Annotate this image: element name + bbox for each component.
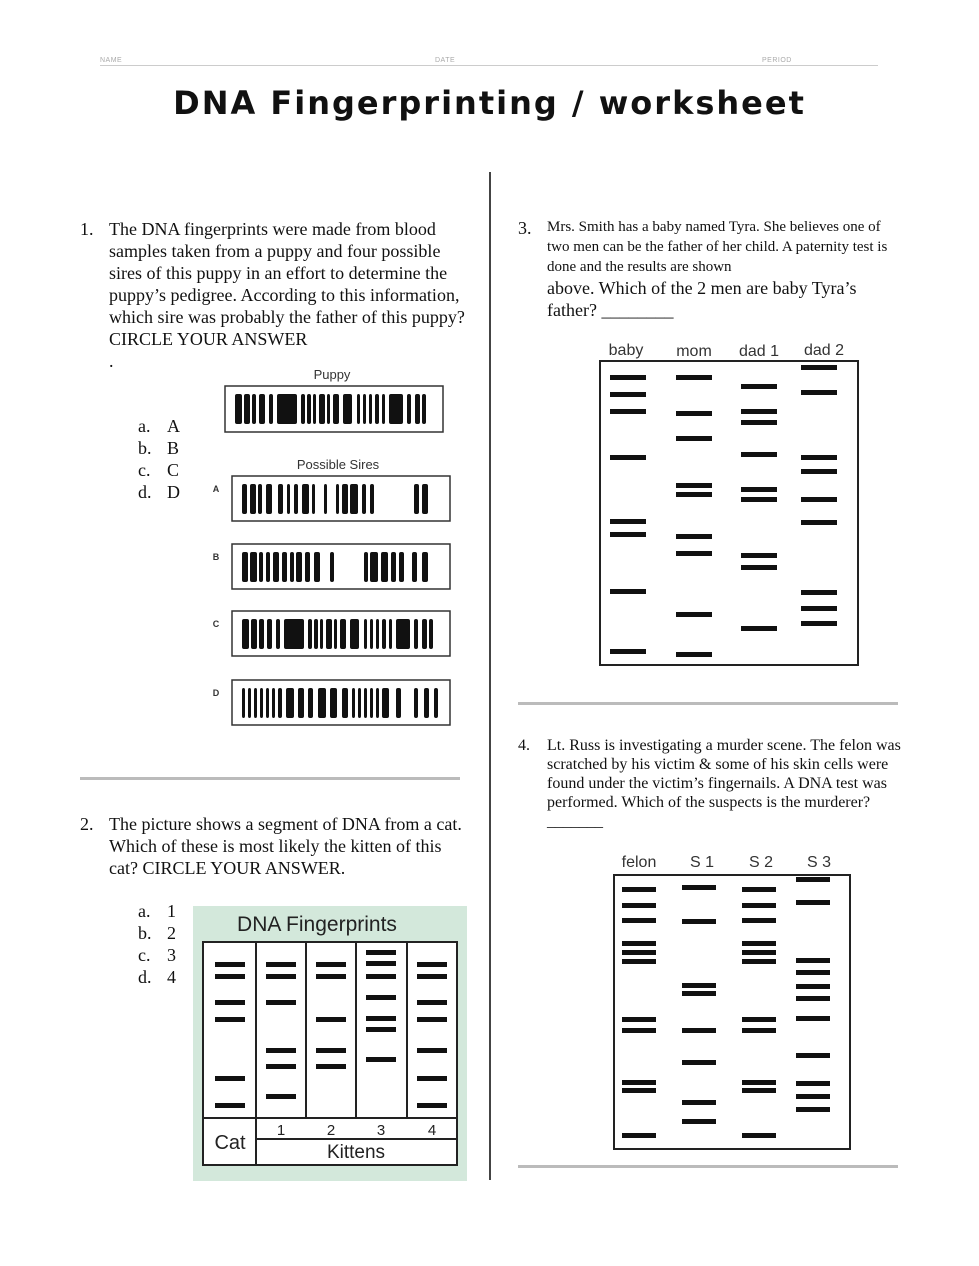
option[interactable]: a. A [138,416,180,436]
band [364,688,367,718]
date-label: DATE [435,57,456,64]
band [682,1100,716,1105]
band [682,919,716,924]
band [622,950,656,955]
question-1-options [138,415,196,503]
band [334,619,337,649]
band [396,688,401,718]
option[interactable]: b. B [138,438,180,458]
sire-row [213,544,450,589]
lane-label: dad 2 [803,342,845,359]
puppy-fingerprint-figure [205,362,465,732]
band [366,1027,396,1032]
band [266,1000,296,1005]
band [363,394,366,424]
band [370,484,374,514]
band [215,974,245,979]
band [269,394,273,424]
band [235,394,242,424]
band [801,365,837,370]
band [375,394,379,424]
band [676,411,712,416]
band [366,950,396,955]
question-2-text: The picture shows a segment of DNA from a cat. Which of these is most likely the kitten of this cat? CIRCLE YOUR ANSWER. [109,814,462,878]
band [676,436,712,441]
band [676,483,712,488]
band [417,1017,447,1022]
band [741,626,777,631]
band [417,1000,447,1005]
band [259,619,264,649]
band [308,619,312,649]
band [376,619,379,649]
band [801,469,837,474]
band [282,552,287,582]
band [350,619,359,649]
band [682,983,716,988]
band [307,394,311,424]
sire-row [213,476,450,521]
band [215,1076,245,1081]
band [272,688,275,718]
cat-label: Cat [214,1132,246,1154]
band [610,392,646,397]
band [330,688,337,718]
band [259,394,265,424]
band [796,970,830,975]
gel-box [600,361,858,665]
band [417,1076,447,1081]
band [316,974,346,979]
band [676,612,712,617]
band [742,1028,776,1033]
lane-label: S 1 [689,854,715,871]
question-4-text: Lt. Russ is investigating a murder scene. The felon was scratched by his victim & some of his skin cells were found under the victim’s fingernails. A DNA test was performed. Which of the suspects is the murderer? _______ [547,737,901,830]
band [796,1053,830,1058]
band [314,552,320,582]
lane-number-4: 4 [427,1122,437,1139]
band [215,962,245,967]
band [622,1017,656,1022]
band [266,1064,296,1069]
band [258,484,262,514]
band [313,394,316,424]
option[interactable]: a. 1 [138,901,176,921]
separator [518,1165,898,1168]
band [382,619,386,649]
band [682,1028,716,1033]
question-1-trailing: . [109,351,114,371]
band [741,384,777,389]
band [266,484,272,514]
band [294,484,298,514]
band [352,688,355,718]
band [801,455,837,460]
band [407,394,411,424]
band [324,484,327,514]
band [742,1088,776,1093]
option[interactable]: b. 2 [138,923,176,943]
band [796,900,830,905]
question-1-text: The DNA fingerprints were made from blood samples taken from a puppy and four possible sires of this puppy in an effort to determine the puppy’s pedigree. According to this information, which sire was probably the father of this puppy? CIRCLE YOUR ANSWER [109,219,465,349]
band [366,995,396,1000]
band [622,1080,656,1085]
band [242,552,248,582]
band [422,394,426,424]
band [610,409,646,414]
band [622,887,656,892]
band [342,484,348,514]
band [622,903,656,908]
band [366,974,396,979]
band [610,649,646,654]
band [610,455,646,460]
band [422,552,428,582]
band [434,688,438,718]
band [316,962,346,967]
band [250,484,256,514]
header-rule [100,65,878,66]
band [278,688,282,718]
band [741,487,777,492]
question-3-text: above. Which of the 2 men are baby Tyra’s father? ________ [547,278,857,320]
band [742,959,776,964]
band [415,394,420,424]
band [622,918,656,923]
lane-label: dad 1 [738,343,780,360]
band [287,484,290,514]
question-3 [518,217,898,321]
option[interactable]: d. D [138,482,180,502]
band [242,619,249,649]
kittens-label: Kittens [326,1142,386,1163]
band [266,1094,296,1099]
band [259,552,263,582]
band [250,552,257,582]
band [622,1133,656,1138]
separator [80,777,460,780]
band [369,394,372,424]
band [248,688,251,718]
band [242,688,245,718]
band [340,619,346,649]
band [610,375,646,380]
band [318,688,326,718]
band [801,520,837,525]
band [277,394,297,424]
band [370,688,373,718]
band [742,887,776,892]
lane-label: mom [676,343,712,360]
band [215,1103,245,1108]
band [381,552,388,582]
puppy-bands [235,394,426,424]
band [382,394,385,424]
band [376,688,379,718]
question-3-number: 3. [518,218,532,238]
band [796,996,830,1001]
band [362,484,366,514]
question-2-options [138,900,196,988]
sire-row [213,680,450,725]
band [741,452,777,457]
cat-fingerprint-figure [193,906,467,1181]
band [796,877,830,882]
band [266,688,269,718]
option[interactable]: c. 3 [138,945,176,965]
band [215,1017,245,1022]
band [741,409,777,414]
band [370,552,378,582]
band [414,688,418,718]
band [370,619,373,649]
sire-row-label: A [212,484,220,494]
murder-bands [622,877,830,1138]
band [422,484,428,514]
band [336,484,339,514]
band [429,619,433,649]
question-1-number: 1. [80,219,94,239]
band [316,1017,346,1022]
band [284,619,304,649]
band [796,1107,830,1112]
period-label: PERIOD [762,57,792,64]
band [286,688,294,718]
band [319,394,325,424]
band [414,619,418,649]
band [215,1000,245,1005]
band [742,950,776,955]
band [364,619,367,649]
band [796,1094,830,1099]
band [412,552,417,582]
band [342,688,348,718]
band [742,1133,776,1138]
band [796,984,830,989]
band [396,619,410,649]
band [796,1081,830,1086]
question-2 [80,813,470,879]
band [276,619,280,649]
question-2-number: 2. [80,814,94,834]
band [350,484,358,514]
question-1 [80,218,470,372]
question-4 [518,736,908,831]
band [366,1057,396,1062]
puppy-label: Puppy [313,367,351,382]
band [364,552,368,582]
band [242,484,247,514]
band [316,1064,346,1069]
band [622,1028,656,1033]
name-label: NAME [100,57,123,64]
band [742,1017,776,1022]
option[interactable]: d. 4 [138,967,176,987]
band [796,958,830,963]
page-title: DNA Fingerprinting / worksheet [173,84,806,122]
band [801,606,837,611]
band [266,962,296,967]
band [254,688,257,718]
sire-rows [213,476,450,725]
separator [518,702,898,705]
band [357,394,360,424]
lane-number-1: 1 [276,1122,286,1139]
band [308,688,313,718]
band [422,619,427,649]
band [622,1088,656,1093]
band [417,962,447,967]
band [267,619,272,649]
band [742,1080,776,1085]
band [801,621,837,626]
sire-row-label: C [212,619,220,629]
lane-label: S 3 [806,854,832,871]
option[interactable]: c. C [138,460,180,480]
band [266,974,296,979]
band [682,991,716,996]
sire-row-label: D [212,688,220,698]
band [296,552,302,582]
band [244,394,250,424]
murder-figure [612,848,854,1152]
sires-label: Possible Sires [296,457,380,472]
band [417,974,447,979]
band [682,1119,716,1124]
sire-box [232,544,450,589]
band [676,534,712,539]
figure-title: DNA Fingerprints [237,913,397,936]
band [278,484,283,514]
band [298,688,304,718]
band [414,484,419,514]
band [801,497,837,502]
band [741,420,777,425]
band [251,619,257,649]
band [333,394,339,424]
band [305,552,310,582]
band [358,688,361,718]
paternity-bands [610,365,837,657]
band [424,688,429,718]
band [682,885,716,890]
question-3-text-small: Mrs. Smith has a baby named Tyra. She believes one of two men can be the father of her child. A paternity test is done and the results are shown [547,219,888,275]
lane-number-3: 3 [376,1122,386,1139]
band [622,941,656,946]
band [290,552,294,582]
band [676,652,712,657]
sire-row [213,611,450,656]
band [801,390,837,395]
band [330,552,334,582]
band [741,553,777,558]
band [417,1048,447,1053]
band [314,619,318,649]
band [320,619,323,649]
band [796,1016,830,1021]
band [302,484,309,514]
band [610,589,646,594]
band [622,959,656,964]
band [682,1060,716,1065]
band [801,590,837,595]
lane-number-2: 2 [326,1122,336,1139]
lane-label: felon [621,854,657,871]
band [301,394,305,424]
band [676,551,712,556]
band [742,941,776,946]
band [266,1048,296,1053]
band [366,1016,396,1021]
band [676,375,712,380]
band [610,519,646,524]
band [382,688,389,718]
column-divider [489,172,491,1180]
sire-row-label: B [212,552,220,562]
band [391,552,396,582]
band [741,497,777,502]
band [389,619,392,649]
band [742,903,776,908]
band [252,394,256,424]
band [273,552,279,582]
lane-label: baby [608,342,644,359]
paternity-figure [598,336,862,668]
lane-label: S 2 [748,854,774,871]
band [417,1103,447,1108]
band [389,394,403,424]
band [366,961,396,966]
question-4-number: 4. [518,737,530,754]
band [676,492,712,497]
band [326,619,332,649]
band [266,552,270,582]
band [316,1048,346,1053]
band [742,918,776,923]
band [741,565,777,570]
band [610,532,646,537]
band [399,552,404,582]
band [312,484,315,514]
band [343,394,352,424]
band [327,394,330,424]
band [260,688,263,718]
